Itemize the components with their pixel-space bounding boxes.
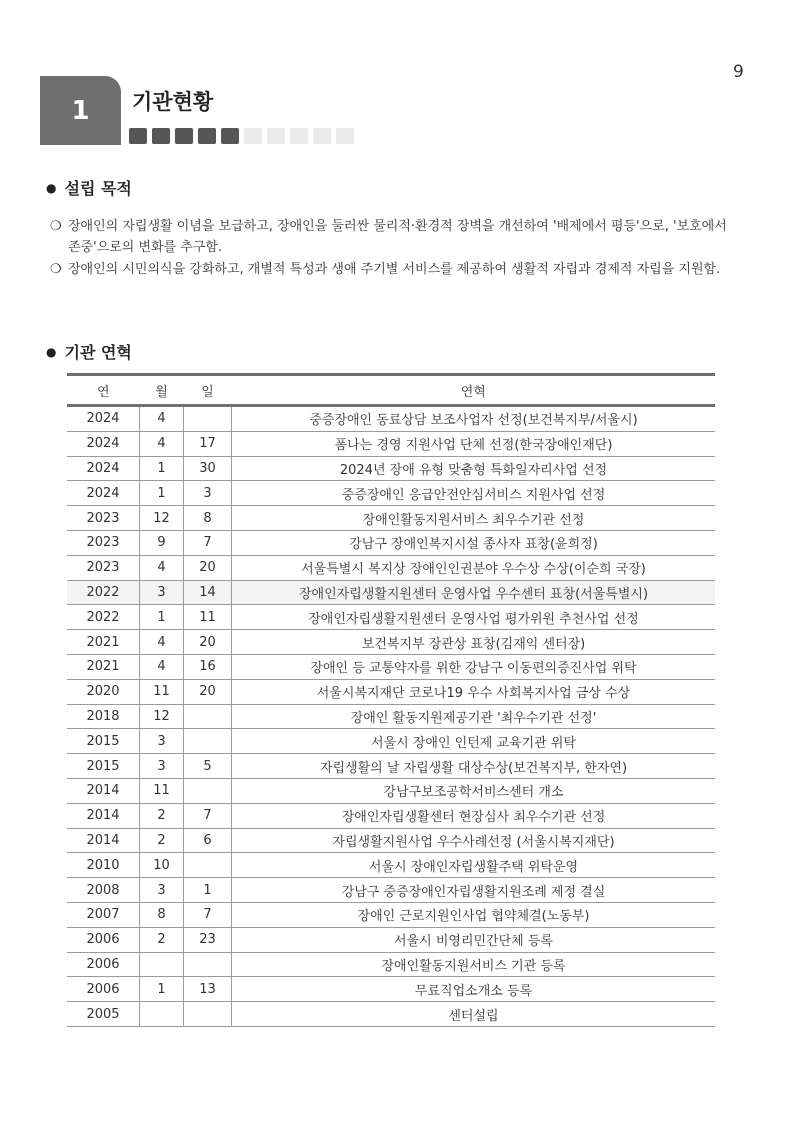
history-header-row <box>67 375 715 406</box>
cell-day: 7 <box>184 530 232 555</box>
cell-history: 중증장애인 동료상담 보조사업자 선정(보건복지부/서울시) <box>232 406 716 432</box>
cell-month: 10 <box>140 853 184 878</box>
cell-history: 서울시복지재단 코로나19 우수 사회복지사업 금상 수상 <box>232 679 716 704</box>
bullet-icon: ● <box>46 181 57 195</box>
history-row <box>67 555 715 580</box>
progress-square-filled <box>152 128 170 144</box>
cell-month: 9 <box>140 530 184 555</box>
history-row <box>67 456 715 481</box>
cell-month <box>140 952 184 977</box>
cell-year: 2014 <box>67 828 140 853</box>
cell-day: 23 <box>184 927 232 952</box>
cell-day: 16 <box>184 654 232 679</box>
cell-year: 2005 <box>67 1002 140 1027</box>
cell-year: 2024 <box>67 481 140 506</box>
cell-day: 5 <box>184 754 232 779</box>
cell-year: 2006 <box>67 927 140 952</box>
cell-day: 3 <box>184 481 232 506</box>
cell-year: 2006 <box>67 952 140 977</box>
history-row <box>67 630 715 655</box>
progress-square-filled <box>175 128 193 144</box>
cell-year: 2020 <box>67 679 140 704</box>
cell-day: 17 <box>184 431 232 456</box>
cell-year: 2022 <box>67 580 140 605</box>
history-body <box>67 406 715 1027</box>
page-number: 9 <box>733 62 744 82</box>
cell-day: 20 <box>184 630 232 655</box>
cell-year: 2023 <box>67 506 140 531</box>
cell-history: 장애인 근로지원인사업 협약체결(노동부) <box>232 902 716 927</box>
cell-year: 2014 <box>67 803 140 828</box>
cell-month: 11 <box>140 679 184 704</box>
header-day: 일 <box>184 375 232 406</box>
cell-day <box>184 778 232 803</box>
cell-year: 2007 <box>67 902 140 927</box>
cell-day: 20 <box>184 555 232 580</box>
cell-day: 30 <box>184 456 232 481</box>
cell-month: 1 <box>140 605 184 630</box>
bullet-icon: ● <box>46 345 57 359</box>
cell-history: 장애인활동지원서비스 기관 등록 <box>232 952 716 977</box>
cell-year: 2022 <box>67 605 140 630</box>
cell-day: 14 <box>184 580 232 605</box>
cell-year: 2024 <box>67 431 140 456</box>
cell-month: 4 <box>140 630 184 655</box>
purpose-list <box>50 216 730 281</box>
cell-history: 장애인활동지원서비스 최우수기관 선정 <box>232 506 716 531</box>
cell-day: 6 <box>184 828 232 853</box>
cell-year: 2024 <box>67 406 140 432</box>
cell-month: 3 <box>140 878 184 903</box>
progress-squares <box>129 128 354 144</box>
cell-year: 2018 <box>67 704 140 729</box>
cell-year: 2010 <box>67 853 140 878</box>
cell-month: 4 <box>140 654 184 679</box>
cell-month <box>140 1002 184 1027</box>
history-heading <box>46 340 132 363</box>
cell-history: 장애인 등 교통약자를 위한 강남구 이동편의증진사업 위탁 <box>232 654 716 679</box>
header-month: 월 <box>140 375 184 406</box>
cell-year: 2006 <box>67 977 140 1002</box>
history-row <box>67 927 715 952</box>
cell-history: 강남구 장애인복지시설 종사자 표창(윤희정) <box>232 530 716 555</box>
history-row <box>67 853 715 878</box>
cell-month: 2 <box>140 828 184 853</box>
cell-history: 서울시 비영리민간단체 등록 <box>232 927 716 952</box>
cell-history: 폼나는 경영 지원사업 단체 선정(한국장애인재단) <box>232 431 716 456</box>
history-row <box>67 828 715 853</box>
history-row <box>67 754 715 779</box>
purpose-text: 장애인의 시민의식을 강화하고, 개별적 특성과 생애 주기별 서비스를 제공하여 생활적 자립과 경제적 자립을 지원함. <box>68 262 721 277</box>
cell-day <box>184 406 232 432</box>
cell-history: 장애인 활동지원제공기관 '최우수기관 선정' <box>232 704 716 729</box>
cell-history: 서울특별시 복지상 장애인인권분야 우수상 수상(이순희 국장) <box>232 555 716 580</box>
history-row <box>67 506 715 531</box>
circle-bullet-icon: ❍ <box>50 262 62 277</box>
history-row <box>67 729 715 754</box>
progress-square-empty <box>336 128 354 144</box>
cell-month: 1 <box>140 481 184 506</box>
cell-day <box>184 729 232 754</box>
history-row <box>67 878 715 903</box>
cell-month: 2 <box>140 803 184 828</box>
history-row <box>67 1002 715 1027</box>
cell-history: 서울시 장애인자립생활주택 위탁운영 <box>232 853 716 878</box>
history-row <box>67 778 715 803</box>
cell-day <box>184 952 232 977</box>
cell-history: 강남구 중증장애인자립생활지원조례 제정 결실 <box>232 878 716 903</box>
progress-square-empty <box>290 128 308 144</box>
cell-history: 장애인자립생활센터 현장심사 최우수기관 선정 <box>232 803 716 828</box>
cell-year: 2015 <box>67 729 140 754</box>
purpose-text: 장애인의 자립생활 이념을 보급하고, 장애인을 둘러싼 물리적·환경적 장벽을 개선하여 '배제에서 평등'으로, '보호에서 존중'으로의 변화를 추구함. <box>68 219 727 255</box>
progress-square-empty <box>244 128 262 144</box>
header-year: 연 <box>67 375 140 406</box>
purpose-item <box>50 259 730 280</box>
cell-year: 2014 <box>67 778 140 803</box>
cell-month: 8 <box>140 902 184 927</box>
history-row <box>67 406 715 432</box>
history-row <box>67 803 715 828</box>
cell-year: 2023 <box>67 555 140 580</box>
progress-square-empty <box>313 128 331 144</box>
cell-day: 11 <box>184 605 232 630</box>
history-row <box>67 431 715 456</box>
history-row <box>67 977 715 1002</box>
cell-year: 2021 <box>67 630 140 655</box>
cell-day: 20 <box>184 679 232 704</box>
cell-day: 13 <box>184 977 232 1002</box>
cell-history: 무료직업소개소 등록 <box>232 977 716 1002</box>
history-row <box>67 704 715 729</box>
cell-history: 장애인자립생활지원센터 운영사업 평가위원 추천사업 선정 <box>232 605 716 630</box>
history-row <box>67 679 715 704</box>
cell-history: 중증장애인 응급안전안심서비스 지원사업 선정 <box>232 481 716 506</box>
cell-day: 1 <box>184 878 232 903</box>
cell-day <box>184 1002 232 1027</box>
history-table <box>67 373 715 1027</box>
cell-month: 4 <box>140 406 184 432</box>
progress-square-empty <box>267 128 285 144</box>
circle-bullet-icon: ❍ <box>50 219 62 234</box>
cell-day: 7 <box>184 902 232 927</box>
history-row <box>67 654 715 679</box>
header-history: 연혁 <box>232 375 716 406</box>
cell-history: 자립생활지원사업 우수사례선정 (서울시복지재단) <box>232 828 716 853</box>
cell-month: 4 <box>140 555 184 580</box>
cell-year: 2023 <box>67 530 140 555</box>
history-row <box>67 481 715 506</box>
cell-month: 12 <box>140 704 184 729</box>
cell-year: 2024 <box>67 456 140 481</box>
history-row <box>67 952 715 977</box>
cell-month: 2 <box>140 927 184 952</box>
cell-day <box>184 853 232 878</box>
history-row <box>67 580 715 605</box>
history-heading-text: 기관 연혁 <box>64 343 132 362</box>
history-row <box>67 530 715 555</box>
cell-month: 12 <box>140 506 184 531</box>
history-row <box>67 902 715 927</box>
cell-month: 1 <box>140 977 184 1002</box>
cell-day: 7 <box>184 803 232 828</box>
cell-month: 3 <box>140 754 184 779</box>
cell-year: 2008 <box>67 878 140 903</box>
cell-month: 4 <box>140 431 184 456</box>
history-row <box>67 605 715 630</box>
cell-history: 센터설립 <box>232 1002 716 1027</box>
cell-day <box>184 704 232 729</box>
cell-year: 2015 <box>67 754 140 779</box>
progress-square-filled <box>129 128 147 144</box>
cell-history: 자립생활의 날 자립생활 대상수상(보건복지부, 한자연) <box>232 754 716 779</box>
chapter-number-badge: 1 <box>40 76 121 145</box>
cell-history: 보건복지부 장관상 표창(김재익 센터장) <box>232 630 716 655</box>
progress-square-filled <box>221 128 239 144</box>
purpose-item <box>50 216 730 258</box>
progress-square-filled <box>198 128 216 144</box>
cell-history: 장애인자립생활지원센터 운영사업 우수센터 표창(서울특별시) <box>232 580 716 605</box>
cell-day: 8 <box>184 506 232 531</box>
cell-history: 서울시 장애인 인턴제 교육기관 위탁 <box>232 729 716 754</box>
cell-history: 강남구보조공학서비스센터 개소 <box>232 778 716 803</box>
cell-year: 2021 <box>67 654 140 679</box>
cell-month: 1 <box>140 456 184 481</box>
cell-history: 2024년 장애 유형 맞춤형 특화일자리사업 선정 <box>232 456 716 481</box>
purpose-heading-text: 설립 목적 <box>64 179 132 198</box>
chapter-title: 기관현황 <box>132 90 214 114</box>
cell-month: 11 <box>140 778 184 803</box>
cell-month: 3 <box>140 580 184 605</box>
purpose-heading <box>46 176 132 199</box>
cell-month: 3 <box>140 729 184 754</box>
